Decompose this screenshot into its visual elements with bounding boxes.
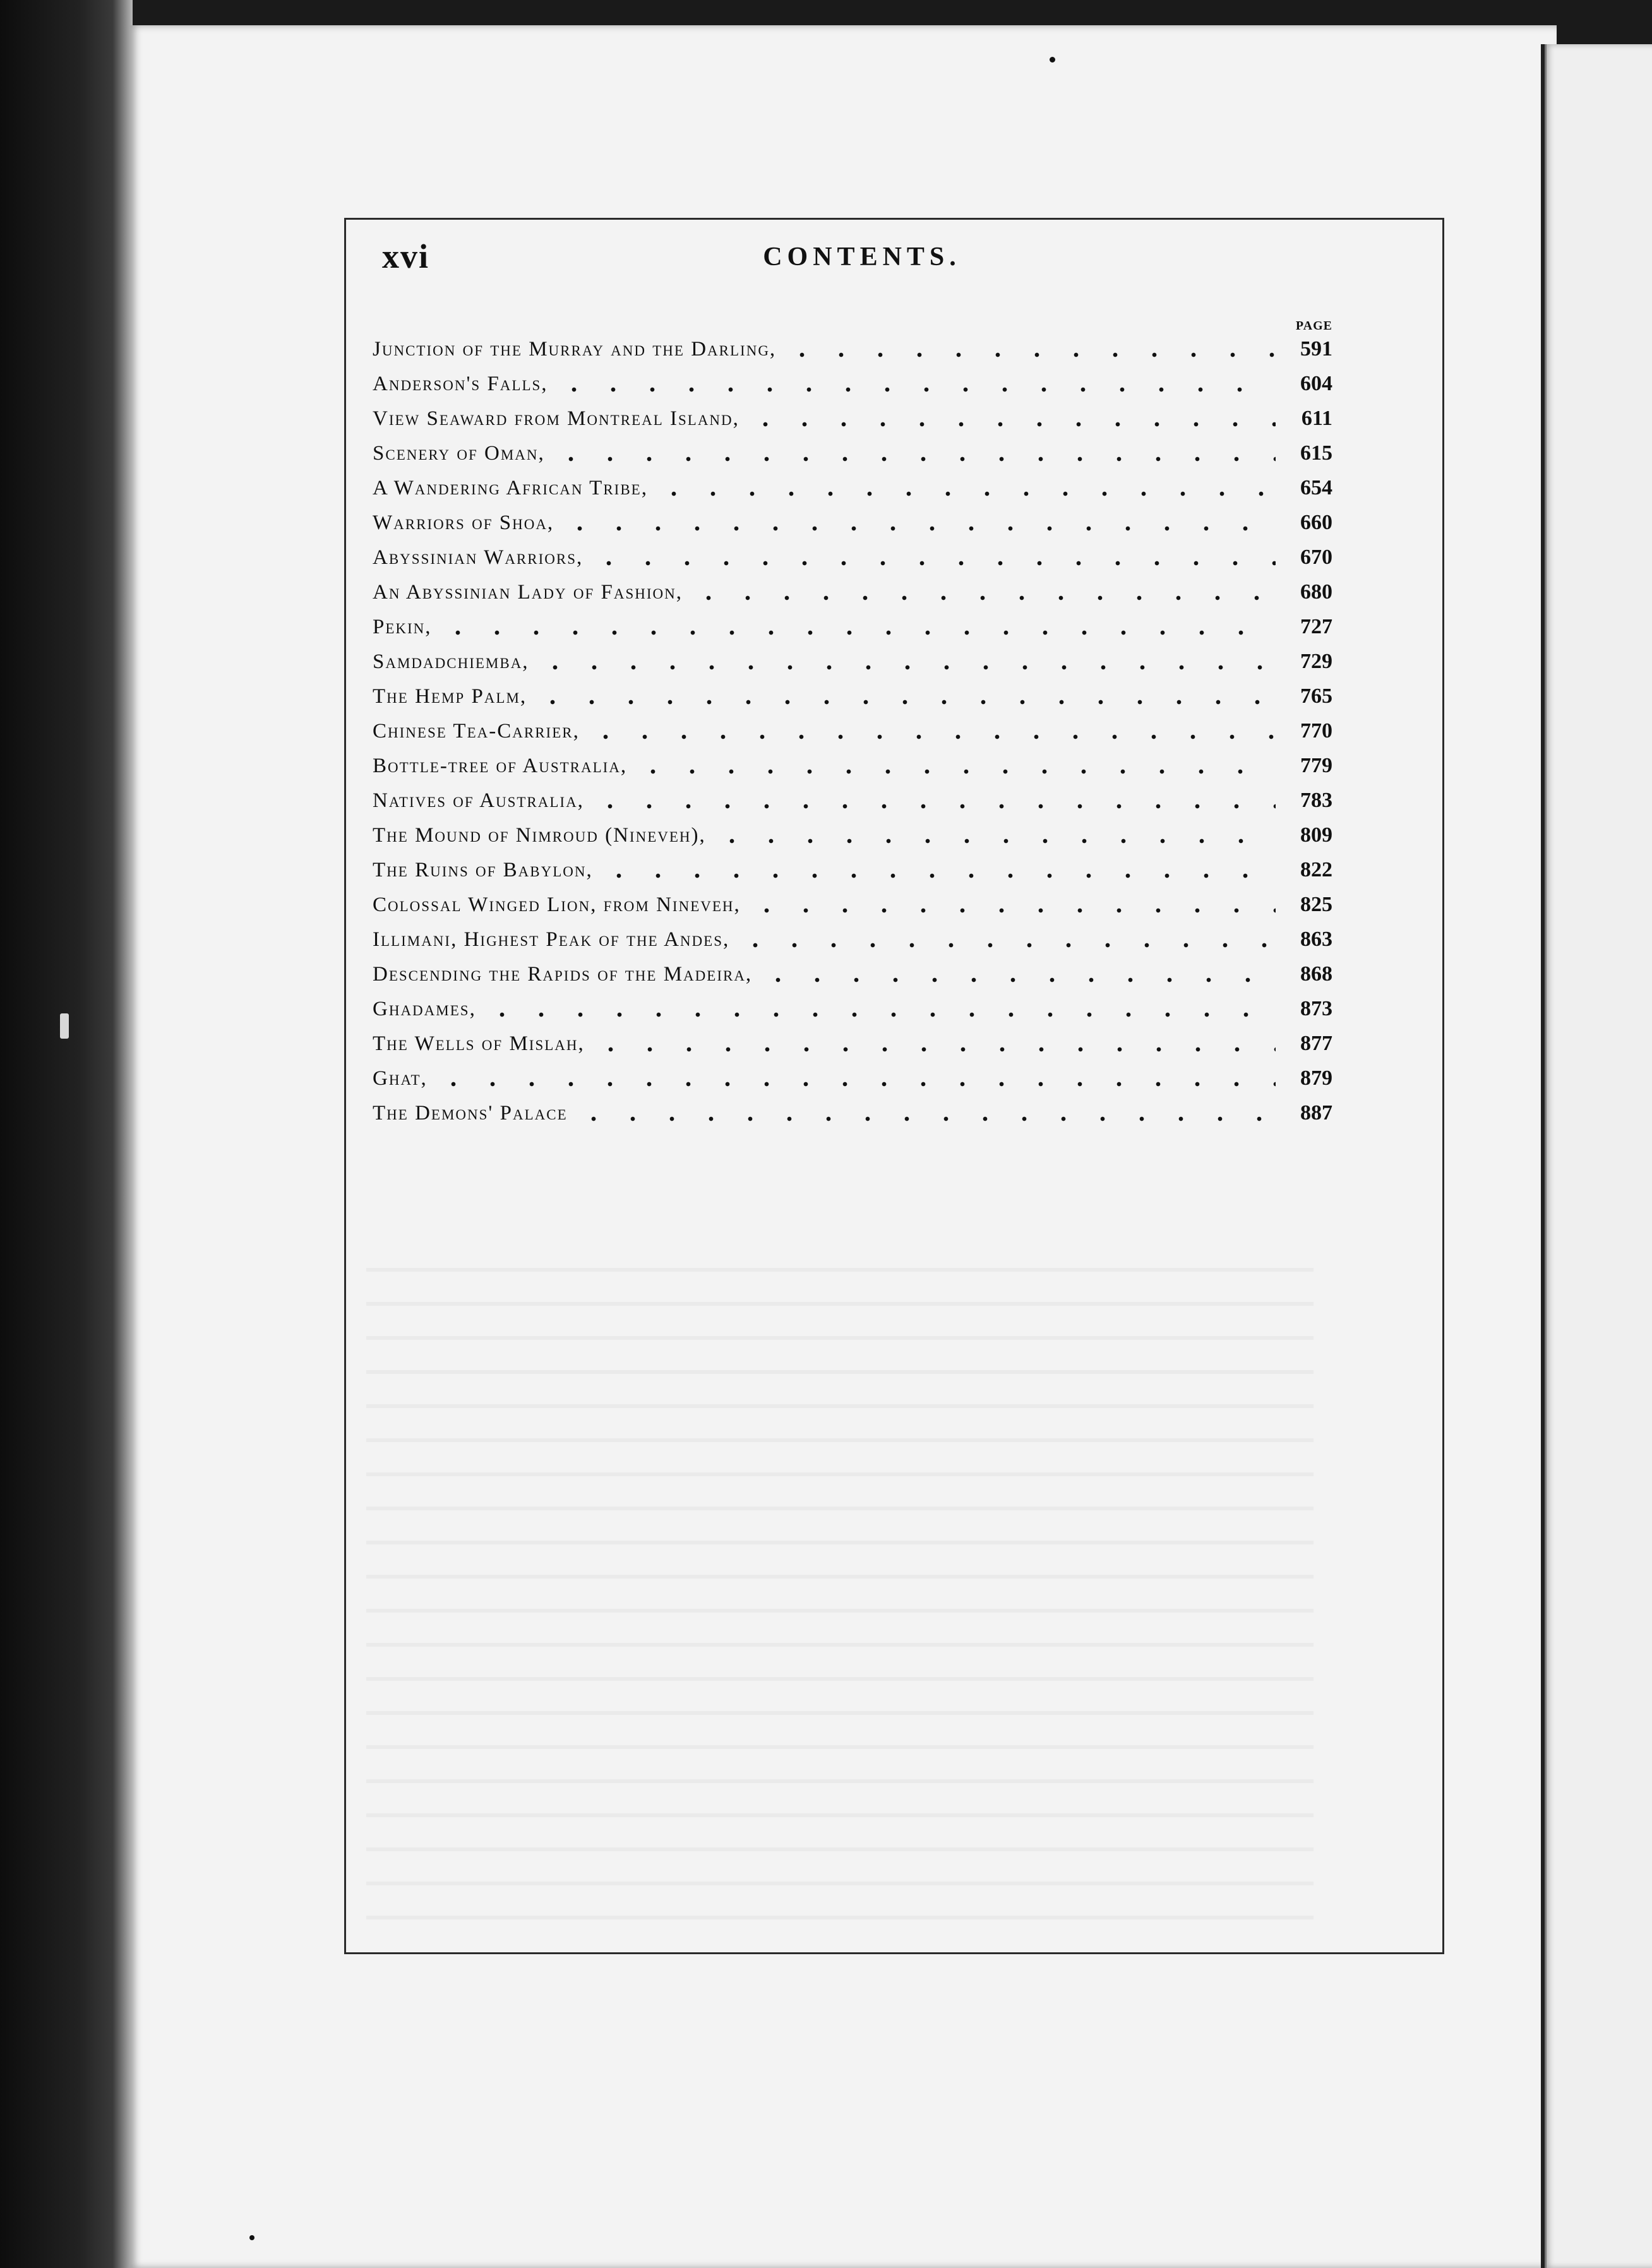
list-item: [373, 325, 1332, 360]
list-item: [373, 1054, 1332, 1089]
entry-title: The Mound of Nimroud (Nineveh),: [373, 824, 706, 847]
dot-leader: [782, 336, 1276, 359]
entry-title: The Hemp Palm,: [373, 685, 527, 708]
dot-leader: [560, 510, 1276, 532]
page-number: xvi: [382, 237, 430, 275]
scan-speck: [60, 1013, 69, 1039]
entry-page: 877: [1300, 1032, 1332, 1055]
book-gutter: [0, 0, 133, 2268]
entry-page: 879: [1300, 1066, 1332, 1090]
entry-page: 822: [1300, 858, 1332, 881]
entry-page: 887: [1300, 1101, 1332, 1125]
list-item: [373, 429, 1332, 464]
entry-page: 873: [1300, 997, 1332, 1020]
list-item: [373, 881, 1332, 916]
dot-leader: [434, 1065, 1276, 1088]
list-item: [373, 916, 1332, 950]
list-item: [373, 950, 1332, 985]
entry-title: View Seaward from Montreal Island,: [373, 407, 739, 430]
entry-title: Bottle-tree of Australia,: [373, 755, 628, 777]
entry-title: Pekin,: [373, 616, 432, 638]
entry-page: 825: [1300, 893, 1332, 916]
entry-page: 863: [1300, 928, 1332, 951]
running-head: [382, 237, 1329, 281]
dot-leader: [482, 996, 1276, 1018]
entry-title: Illimani, Highest Peak of the Andes,: [373, 928, 730, 951]
entry-page: 604: [1300, 372, 1332, 395]
dot-leader: [586, 718, 1276, 741]
illustrations-list: [373, 325, 1332, 1124]
dot-leader: [590, 787, 1276, 810]
list-item: [373, 568, 1332, 603]
list-item: [373, 638, 1332, 672]
list-item: [373, 985, 1332, 1020]
entry-page: 809: [1300, 823, 1332, 847]
entry-title: Descending the Rapids of the Madeira,: [373, 963, 753, 986]
entry-page: 868: [1300, 962, 1332, 986]
list-item: [373, 811, 1332, 846]
dot-leader: [736, 926, 1276, 949]
entry-page: 783: [1300, 789, 1332, 812]
dot-leader: [536, 648, 1276, 671]
list-item: [373, 464, 1332, 499]
list-item: [373, 603, 1332, 638]
entry-page: 680: [1300, 580, 1332, 604]
list-item: [373, 534, 1332, 568]
page-column-header: PAGE: [1295, 319, 1332, 333]
list-item: [373, 360, 1332, 395]
dot-leader: [758, 961, 1276, 984]
entry-title: Colossal Winged Lion, from Nineveh,: [373, 893, 741, 916]
list-item: [373, 1020, 1332, 1054]
entry-page: 770: [1300, 719, 1332, 743]
entry-title: The Ruins of Babylon,: [373, 859, 593, 881]
running-title: CONTENTS.: [763, 242, 961, 272]
list-item: [373, 742, 1332, 777]
list-item: [373, 395, 1332, 429]
dot-leader: [591, 1030, 1276, 1053]
entry-title: Chinese Tea-Carrier,: [373, 720, 580, 743]
entry-page: 779: [1300, 754, 1332, 777]
list-item: [373, 846, 1332, 881]
facing-page-edge: [1541, 44, 1652, 2268]
dot-leader: [533, 683, 1276, 706]
entry-title: Anderson's Falls,: [373, 373, 548, 395]
entry-title: Ghadames,: [373, 998, 476, 1020]
entry-page: 654: [1300, 476, 1332, 499]
entry-page: 765: [1300, 684, 1332, 708]
dot-leader: [746, 405, 1276, 428]
entry-title: An Abyssinian Lady of Fashion,: [373, 581, 683, 604]
entry-title: Natives of Australia,: [373, 789, 584, 812]
list-item: [373, 672, 1332, 707]
dot-leader: [712, 822, 1276, 845]
dot-leader: [689, 579, 1276, 602]
entry-page: 591: [1300, 337, 1332, 361]
dot-leader: [589, 544, 1276, 567]
dot-leader: [551, 440, 1276, 463]
entry-title: Scenery of Oman,: [373, 442, 545, 465]
entry-page: 729: [1300, 650, 1332, 673]
entry-page: 611: [1301, 407, 1332, 430]
entry-page: 670: [1300, 546, 1332, 569]
entry-title: The Wells of Mislah,: [373, 1032, 585, 1055]
dot-leader: [633, 753, 1276, 775]
entry-title: A Wandering African Tribe,: [373, 477, 648, 499]
scan-speck: [1050, 57, 1055, 63]
dot-leader: [747, 892, 1276, 914]
entry-title: Ghat,: [373, 1067, 428, 1090]
entry-title: Abyssinian Warriors,: [373, 546, 584, 569]
dot-leader: [438, 614, 1276, 636]
dot-leader: [554, 371, 1276, 393]
list-item: [373, 499, 1332, 534]
dot-leader: [574, 1100, 1276, 1123]
entry-page: 660: [1300, 511, 1332, 534]
list-item: [373, 777, 1332, 811]
entry-page: 727: [1300, 615, 1332, 638]
list-item: [373, 707, 1332, 742]
dot-leader: [654, 475, 1276, 498]
dot-leader: [599, 857, 1276, 880]
scan-speck: [249, 2235, 254, 2240]
entry-title: Junction of the Murray and the Darling,: [373, 338, 777, 361]
entry-title: Warriors of Shoa,: [373, 511, 554, 534]
entry-page: 615: [1300, 441, 1332, 465]
entry-title: Samdadchiemba,: [373, 650, 529, 673]
entry-title: The Demons' Palace: [373, 1102, 568, 1125]
list-item: [373, 1089, 1332, 1124]
